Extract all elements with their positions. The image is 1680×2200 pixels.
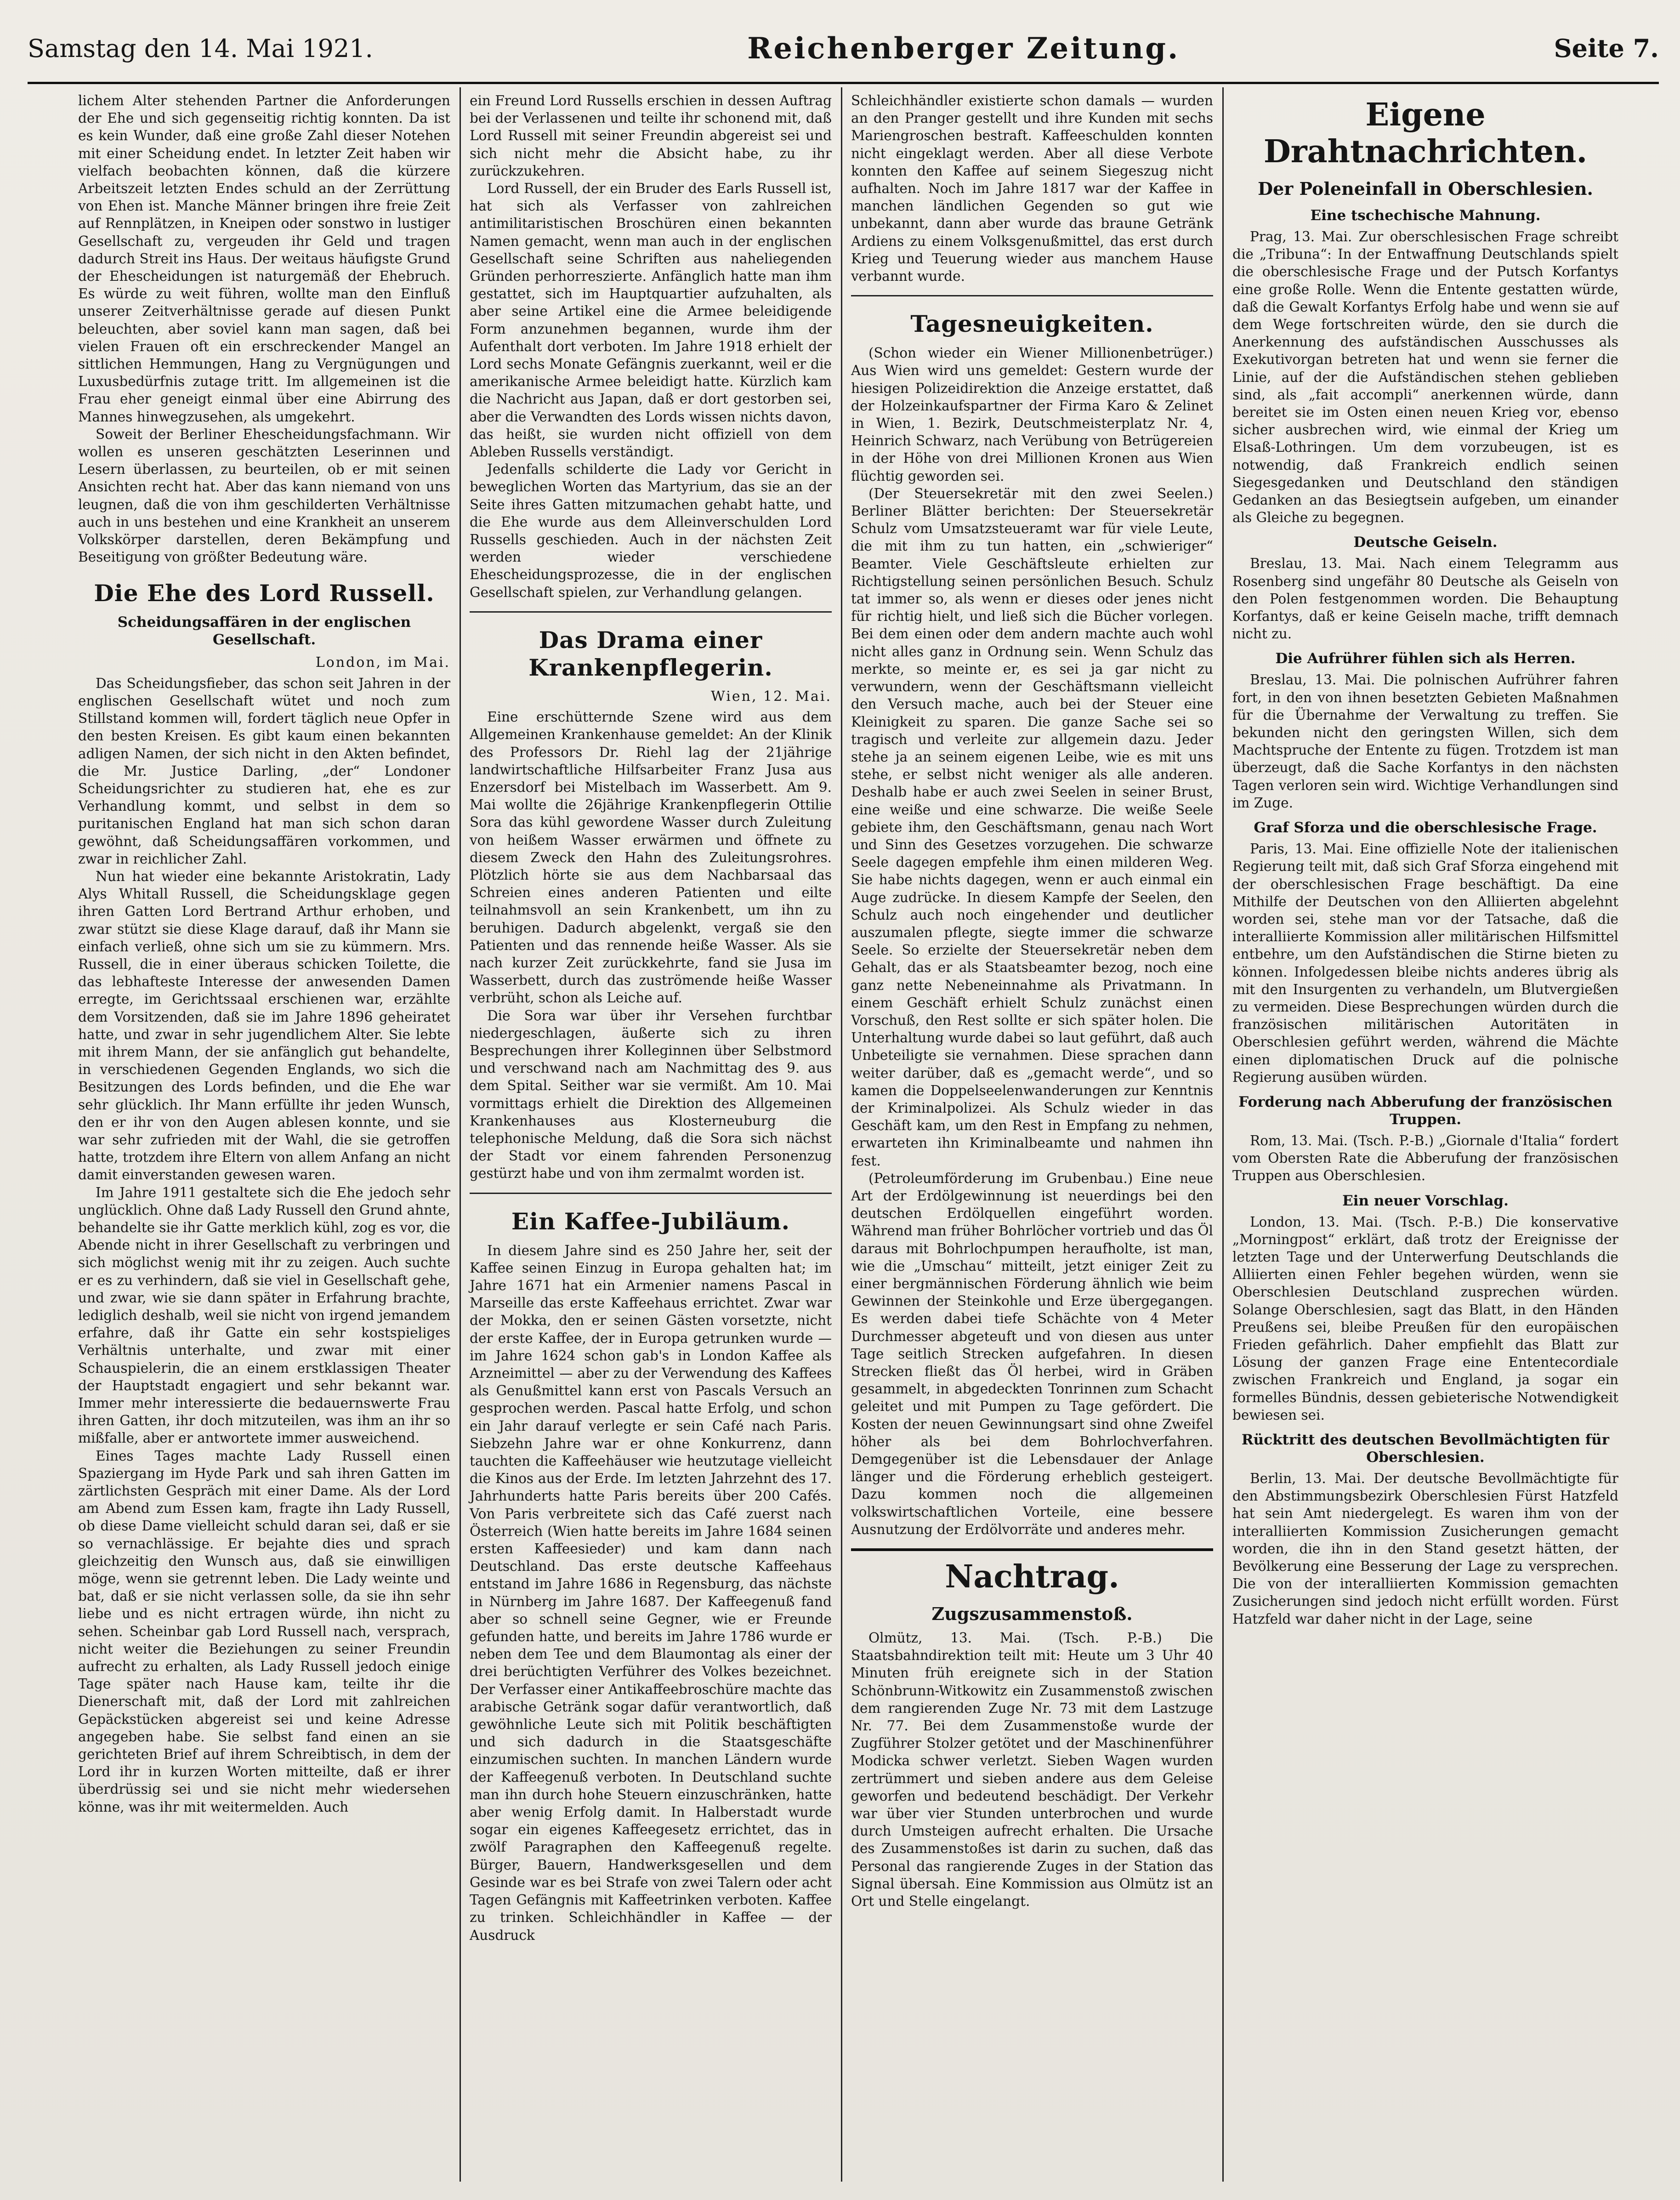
article-headline: Rücktritt des deutschen Bevollmächtigten für Oberschlesien.	[1241, 1431, 1610, 1466]
dateline: London, im Mai.	[315, 654, 450, 671]
paragraph: Paris, 13. Mai. Eine offizielle Note der italienischen Regierung teilt mit, daß sich Graf Sforza eingehend mit der oberschlesischen Frage beschäftigt. Da eine Mithilfe der Deutschen von den Alliierten abgelehnt worden sei, stehe man vor der Tatsache, daß die interalliierte Kommission aller militärischen Hilfsmittel entbehre, um den Aufständischen die Stirne bieten zu können. Infolgedessen bleibe nichts anderes übrig als mit den Insurgenten zu verhandeln, um Blutvergießen zu vermeiden. Diese Besprechungen würden durch die französischen militärischen Autoritäten in Oberschlesien geführt werden, während die Mächte einen diplomatischen Druck auf die polnische Regierung ausüben würden.	[1232, 841, 1618, 1085]
page-header	[28, 18, 1659, 78]
paragraph: Olmütz, 13. Mai. (Tsch. P.-B.) Die Staatsbahndirektion teilt mit: Heute um 3 Uhr 40 Minuten früh ereignete sich in der Station Schönbrunn-Witkowitz ein Zusammenstoß zwischen dem rangierenden Zuge Nr. 73 mit dem Lastzuge Nr. 77. Bei dem Zusammenstoße wurde der Zugführer Stolzer getötet und der Maschinenführer Modicka schwer verletzt. Sieben Wagen wurden zertrümmert und sieben andere aus dem Geleise geworfen und bedeutend beschädigt. Der Verkehr war über vier Stunden unterbrochen und wurde durch Umsteigen aufrecht erhalten. Die Ursache des Zusammenstoßes ist darin zu suchen, daß das Personal das rangierende Zuges in der Station das Signal übersah. Eine Kommission aus Olmütz ist an Ort und Stelle eingelangt.	[851, 1630, 1213, 1910]
paragraph: ein Freund Lord Russells erschien in dessen Auftrag bei der Verlassenen und teilte ihr schonend mit, daß Lord Russell mit seiner Freundin abgereist sei und sich nicht mehr die Absicht habe, zu ihr zurückzukehren.	[470, 93, 832, 179]
paragraph: Prag, 13. Mai. Zur oberschlesischen Frage schreibt die „Tribuna“: In der Entwaffnung Deutschlands spielt die oberschlesische Frage und der Putsch Korfantys eine große Rolle. Wenn die Entente gestatten würde, daß die Gewalt Korfantys Erfolg habe und wenn sie auf dem Wege fortschreiten würde, den sie durch die Anerkennung des aufständischen Ausschusses als Exekutivorgan betreten hat und wenn sie ferner die Linie, auf der die Aufständischen stehen geblieben sind, als „fait accompli“ anerkennen würde, dann bereitet sie im Osten einen neuen Krieg vor, ebenso sicher ausbrechen wird, wie einmal der Krieg um Elsaß-Lothringen. Um dem vorzubeugen, ist es notwendig, daß Frankreich endlich seinen Siegesgedanken und Deutschland den ständigen Gedanken an das Besiegtsein aufgeben, um einander als Gleiche zu begegnen.	[1232, 229, 1618, 526]
paragraph: Breslau, 13. Mai. Nach einem Telegramm aus Rosenberg sind ungefähr 80 Deutsche als Geiseln von den Polen festgenommen worden. Die Behauptung Korfantys, daß er keine Geiseln mache, trifft demnach nicht zu.	[1232, 556, 1618, 642]
paragraph: (Der Steuersekretär mit den zwei Seelen.) Berliner Blätter berichten: Der Steuersekretär Schulz vom Umsatzsteueramt war für viele Leute, die mit ihm zu tun hatten, ein „schwieriger“ Beamter. Viele Geschäftsleute erhielten zur Richtigstellung seinen persönlichen Besuch. Schulz tat immer so, als wenn er dieses oder jenes nicht für richtig hielt, und ließ sich die Bücher vorlegen. Bei dem einen oder dem andern machte auch wohl nicht alles ganz in Ordnung sein. Wenn Schulz das merkte, so meinte er, es sei ja gar nicht zu verwundern, wenn der Geschäftsmann vielleicht den Versuch mache, auch bei der Steuer eine Kleinigkeit zu sparen. Die ganze Sache sei so tragisch und verleite zur allgemein dazu. Jeder stehe ja an seinem eigenen Leibe, wie es mit uns stehe, er selbst nicht weniger als alle anderen. Deshalb habe er auch zwei Seelen in seiner Brust, eine weiße und eine schwarze. Die weiße Seele gebiete ihm, den Geschäftsmann, genau nach Wort und Sinn des Gesetzes vorzugehen. Die schwarze Seele dagegen empfehle ihm einen milderen Weg. Sie habe nichts dagegen, wenn er auch einmal ein Auge zudrücke. In diesem Kampfe der Seelen, den Schulz auch noch eingehender und deutlicher auszumalen pflegte, siegte immer die schwarze Seele. So erzielte der Steuersekretär neben dem Gehalt, das er als Staatsbeamter bezog, noch eine ganz nette Nebeneinnahme als Privatmann. In einem Geschäft erhielt Schulz zunächst einen Vorschuß, den Rest sollte er sich später holen. Die Unterhaltung wurde dabei so laut geführt, daß auch Unbeteiligte sie vernahmen. Diese sprachen dann weiter darüber, daß es „gemacht werde“, und so kamen die Doppelseelenwanderungen zur Kenntnis der Kriminalpolizei. Als Schulz wieder in das Geschäft kam, um den Rest in Empfang zu nehmen, erwarteten ihn Kriminalbeamte und nahmen ihn fest.	[851, 485, 1213, 1169]
article-headline: Zugszusammenstoß.	[931, 1603, 1133, 1625]
paragraph: Soweit der Berliner Ehescheidungsfachmann. Wir wollen es unseren geschätzten Leserinnen und Lesern überlassen, zu beurteilen, ob er mit seinen Ansichten recht hat. Aber das kann niemand von uns leugnen, daß die von ihm geschilderten Verhältnisse auch in uns bestehen und eine Krankheit an unserem Volkskörper darstellen, deren Bekämpfung und Beseitigung von größter Bedeutung wäre.	[78, 426, 450, 565]
page-number: Seite 7.	[1554, 34, 1659, 63]
section-rule	[851, 1548, 1213, 1551]
section-rule	[470, 611, 832, 613]
masthead: Reichenberger Zeitung.	[747, 31, 1180, 66]
paragraph: In diesem Jahre sind es 250 Jahre her, seit der Kaffee seinen Einzug in Europa gehalten hat; im Jahre 1671 hat ein Armenier namens Pascal in Marseille das erste Kaffeehaus errichtet. Zwar war der Mokka, den er seinen Gästen vorsetzte, nicht der erste Kaffee, der in Europa getrunken wurde — im Jahre 1624 schon gab's in London Kaffee als Arzneimittel — aber zu der Verwendung des Kaffees als Genußmittel kann erst von Pascals Versuch an gesprochen werden. Pascal hatte Erfolg, und schon ein Jahr darauf verlegte er sein Café nach Paris. Siebzehn Jahre war er ohne Konkurrenz, dann tauchten die Kaffeehäuser wie heutzutage vielleicht die Kinos aus der Erde. Im letzten Jahrzehnt des 17. Jahrhunderts hatte Paris bereits über 200 Cafés. Von Paris verbreitete sich das Café zuerst nach Österreich (Wien hatte bereits im Jahre 1684 seinen ersten Kaffeesieder) und kam dann nach Deutschland. Das erste deutsche Kaffeehaus entstand im Jahre 1686 in Regensburg, das nächste in Nürnberg im Jahre 1687. Der Kaffeegenuß fand aber so schnell seine Gegner, wie er Freunde gefunden hatte, und bereits im Jahre 1786 wurde er neben dem Tee und dem Blaumontag als einer der drei berüchtigten Verführer des Volkes bezeichnet. Der Verfasser einer Antikaffeebroschüre machte das arabische Getränk sogar dafür verantwortlich, daß gewöhnliche Leute sich mit Politik beschäftigten und sich dadurch in die Staatsgeschäfte einzumischen suchten. In manchen Ländern wurde der Kaffeegenuß verboten. In Deutschland suchte man ihn durch hohe Steuern einzuschränken, hatte aber wenig Erfolg damit. In Halberstadt wurde sogar ein eigenes Kaffeegesetz errichtet, das in zwölf Paragraphen den Kaffeegenuß regelte. Bürger, Bauern, Handwerksgesellen und dem Gesinde war es bei Strafe von zwei Talern oder acht Tagen Gefängnis mit Kaffeetrinken verboten. Kaffee zu trinken. Schleichhändler in Kaffee — der Ausdruck	[470, 1242, 832, 1943]
paragraph: Die Sora war über ihr Versehen furchtbar niedergeschlagen, äußerte sich zu ihren Besprechungen ihrer Kolleginnen über Selbstmord und verschwand nach am Nachmittag des 9. aus dem Spital. Seither war sie vermißt. Am 10. Mai vormittags erhielt die Direktion des Allgemeinen Krankenhauses aus Klosterneuburg die telephonische Meldung, daß die Sora sich nächst der Stadt vor einem fahrenden Personenzug gestürzt habe und von ihm zermalmt worden ist.	[470, 1007, 832, 1182]
section-headline: Nachtrag.	[945, 1558, 1119, 1596]
section-headline: Tagesneuigkeiten.	[910, 310, 1154, 338]
paragraph: Rom, 13. Mai. (Tsch. P.-B.) „Giornale d'Italia“ fordert vom Obersten Rate die Abberufung der französischen Truppen aus Oberschlesien.	[1232, 1132, 1618, 1184]
paragraph: Nun hat wieder eine bekannte Aristokratin, Lady Alys Whitall Russell, die Scheidungsklage gegen ihren Gatten Lord Bertrand Arthur erhoben, und zwar stützt sie diese Klage darauf, daß ihr Mann sie einfach verließ, ohne sich um sie zu kümmern. Mrs. Russell, die in einer überaus schicken Toilette, die das lebhafteste Interesse der anwesenden Damen erregte, im Gerichtssaal erschienen war, erzählte dem Vorsitzenden, daß sie im Jahre 1896 geheiratet hatte, und zwar in sehr jugendlichem Alter. Sie lebte mit ihrem Mann, der sie anfänglich gut behandelte, in verschiedenen Gegenden Englands, wo sich die Besitzungen des Lords befinden, und die Ehe war sehr glücklich. Ihr Mann erfüllte ihr jeden Wunsch, den er ihr von den Augen ablesen konnte, und sie war sehr zufrieden mit der Wahl, die sie getroffen hatte, trotzdem ihre Eltern von allem Anfang an nicht damit einverstanden gewesen waren.	[78, 868, 450, 1183]
section-rule	[470, 1193, 832, 1194]
column-2	[460, 92, 841, 2182]
paragraph: Eine erschütternde Szene wird aus dem Allgemeinen Krankenhause gemeldet: An der Klinik des Professors Dr. Riehl lag der 21jährige landwirtschaftliche Hilfsarbeiter Franz Jusa aus Enzersdorf bei Mistelbach im Wasserbett. Am 9. Mai wollte die 26jährige Krankenpflegerin Ottilie Sora das kühl gewordene Wasser durch Zuleitung von heißem Wasser erwärmen und öffnete zu diesem Zweck den Hahn des Zuleitungsrohres. Plötzlich hörte sie aus dem Nachbarsaal das Schreien eines anderen Patienten und eilte teilnahmsvoll an sein Krankenbett, um ihn zu beruhigen. Dadurch abgelenkt, vergaß sie den Patienten und das rennende heiße Wasser. Als sie nach kurzer Zeit zurückkehrte, fand sie Jusa im Wasserbett, durch das zuströmende heiße Wasser verbrüht, schon als Leiche auf.	[470, 709, 832, 1006]
paragraph: Eines Tages machte Lady Russell einen Spaziergang im Hyde Park und sah ihren Gatten im zärtlichsten Gespräch mit einer Dame. Als der Lord am Abend zum Essen kam, fragte ihn Lady Russell, ob diese Dame vielleicht schuld daran sei, daß er sie so vernachlässige. Er bejahte dies und sprach gleichzeitig den Wunsch aus, daß sie einwilligen möge, wenn sie getrennt leben. Die Lady weinte und bat, daß er sie nicht verlassen solle, da sie ihn sehr liebe und es nicht ertragen würde, ihn nicht zu sehen. Scheinbar gab Lord Russell nach, versprach, nicht weiter die Beziehungen zu seiner Freundin aufrecht zu erhalten, als Lady Russell jedoch einige Tage später nach Hause kam, teilte ihr die Dienerschaft mit, daß der Lord mit zahlreichen Gepäckstücken abgereist sei und keine Adresse angegeben habe. Sie selbst fand einen an sie gerichteten Brief auf ihrem Schreibtisch, in dem der Lord ihr in kurzen Worten mitteilte, daß er ihrer überdrüssig sei und sie nicht mehr wiedersehen könne, was ihr mit weitermelden. Auch	[78, 1448, 450, 1815]
column-3	[842, 92, 1222, 2182]
article-headline: Das Drama einer Krankenpflegerin.	[528, 626, 773, 681]
paragraph: (Petroleumförderung im Grubenbau.) Eine neue Art der Erdölgewinnung ist neuerdings bei den deutschen Erdölquellen eingeführt worden. Während man früher Bohrlöcher vortrieb und das Öl daraus mit Bohrlochpumpen heraufholte, ist man, wie die „Umschau“ mitteilt, jetzt einiger Zeit zu einer bergmännischen Förderung ähnlich wie beim Gewinnen der Steinkohle und Erze übergegangen. Es werden dabei tiefe Schächte von 4 Meter Durchmesser abgeteuft und von diesen aus unter Tage seitlich Strecken aufgefahren. In diesen Strecken fließt das Öl herbei, wird in Gräben gesammelt, in abgedeckten Tonrinnen zum Schacht geleitet und mit Pumpen zu Tage gefördert. Die Kosten der neuen Gewinnungsart sind ohne Zweifel höher als bei dem Bohrlochverfahren. Demgegenüber ist die Lebensdauer der Anlage länger und die Förderung erheblich gesteigert. Dazu kommen noch die allgemeinen volkswirtschaftlichen Vorteile, eine bessere Ausnutzung der Erdölvorräte und anderes mehr.	[851, 1170, 1213, 1537]
paragraph: (Schon wieder ein Wiener Millionenbetrüger.) Aus Wien wird uns gemeldet: Gestern wurde der hiesigen Polizeidirektion die Anzeige erstattet, daß der Holzeinkaufspartner der Firma Karo & Zelinet in Wien, 1. Bezirk, Deutschmeisterplatz Nr. 4, Heinrich Schwarz, nach Verübung von Betrügereien in der Höhe von drei Millionen Kronen aus Wien flüchtig geworden sei.	[851, 345, 1213, 484]
paragraph: Im Jahre 1911 gestaltete sich die Ehe jedoch sehr unglücklich. Ohne daß Lady Russell den Grund ahnte, behandelte sie ihr Gatte merklich kühl, zog es vor, die Abende nicht in ihrer Gesellschaft zu verbringen und sich möglichst wenig mit ihr zu zeigen. Auch suchte er es zu verhindern, daß sie viel in Gesellschaft gehe, und zwar, wie sie dann später in Erfahrung brachte, lediglich deshalb, weil sie nicht von irgend jemandem erfahre, daß ihr Gatte ein sehr kostspieliges Verhältnis unterhalte, und zwar mit einer Schauspielerin, die an einem erstklassigen Theater der Hauptstadt engagiert und sehr bekannt war. Immer mehr interessierte die bedauernswerte Frau ihren Gatten, ihr doch mitzuteilen, was ihm an ihr so mißfalle, aber er antwortete immer ausweichend.	[78, 1184, 451, 1446]
article-headline: Ein Kaffee-Jubiläum.	[511, 1207, 790, 1235]
article-subheadline: Scheidungsaffären in der englischen Gesellschaft.	[117, 614, 411, 648]
section-headline: Eigene Drahtnachrichten.	[1263, 97, 1588, 170]
article-headline: Deutsche Geiseln.	[1353, 534, 1498, 551]
article-subheadline: Eine tschechische Mahnung.	[1310, 207, 1541, 224]
header-rule	[28, 82, 1659, 84]
column-4	[1223, 92, 1628, 2182]
paragraph: Jedenfalls schilderte die Lady vor Gericht in beweglichen Worten das Martyrium, das sie an der Seite ihres Gatten mitzumachen gehabt hatte, und die Ehe wurde aus dem Alleinverschulden Lord Russells geschieden. Auch in der nächsten Zeit werden wieder verschiedene Ehescheidungsprozesse, die in der englischen Gesellschaft spielen, zur Verhandlung gelangen.	[470, 461, 832, 600]
paragraph: Schleichhändler existierte schon damals — wurden an den Pranger gestellt und ihre Kunden mit sechs Mariengroschen bestraft. Kaffeeschulden konnten nicht eingeklagt werden. Aber all diese Verbote konnten den Kaffee auf seinem Siegeszug nicht aufhalten. Noch im Jahre 1817 war der Kaffee in manchen ländlichen Gegenden so gut wie unbekannt, dann aber wurde das braune Getränk Ardiens zu einem Volksgenußmittel, das erst durch Krieg und Teuerung wieder aus manchem Hause verbannt wurde.	[851, 93, 1213, 284]
article-headline: Die Ehe des Lord Russell.	[94, 580, 435, 607]
paragraph: Breslau, 13. Mai. Die polnischen Aufrührer fahren fort, in den von ihnen besetzten Gebieten Maßnahmen für die Übernahme der Verwaltung zu treffen. Sie bekunden nicht den geringsten Willen, sich dem Machtspruche der Entente zu fügen. Trotzdem ist man überzeugt, daß die Sache Korfantys in den nächsten Tagen verloren sein wird. Wichtige Verhandlungen sind im Zuge.	[1232, 672, 1618, 811]
column-1	[69, 92, 460, 2182]
article-headline: Ein neuer Vorschlag.	[1342, 1192, 1509, 1209]
header-date: Samstag den 14. Mai 1921.	[28, 34, 373, 63]
dateline: Wien, 12. Mai.	[710, 688, 832, 705]
article-headline: Forderung nach Abberufung der französischen Truppen.	[1238, 1093, 1612, 1128]
section-rule	[851, 295, 1213, 296]
article-headline: Der Poleneinfall in Oberschlesien.	[1258, 178, 1593, 199]
article-headline: Die Aufrührer fühlen sich als Herren.	[1275, 650, 1576, 667]
paragraph: London, 13. Mai. (Tsch. P.-B.) Die konservative „Morningpost“ erklärt, daß trotz der Ereignisse der letzten Tage und der Unterwerfung Deutschlands die Alliierten einen Fehler begehen würden, wenn sie Oberschlesien Deutschland zusprechen würden. Solange Oberschlesien, sagt das Blatt, in den Händen Preußens sei, bleibe Preußen für den europäischen Frieden gefährlich. Daher empfiehlt das Blatt zur Lösung der ganzen Frage eine Ententecordiale zwischen Frankreich und England, ja sogar ein formelles Bündnis, dessen gebieterische Notwendigkeit bewiesen sei.	[1232, 1214, 1618, 1423]
paragraph: Berlin, 13. Mai. Der deutsche Bevollmächtigte für den Abstimmungsbezirk Oberschlesien Fürst Hatzfeld hat sein Amt niedergelegt. Es waren ihm von der interalliierten Kommission Zusicherungen gemacht worden, die ihn in den Stand gesetzt hätten, der Bevölkerung eine Besserung der Lage zu versprechen. Die von der interalliierten Kommission gemachten Zusicherungen sind jedoch nicht erfüllt worden. Fürst Hatzfeld war daher nicht in der Lage, seine	[1232, 1470, 1618, 1627]
paragraph: Lord Russell, der ein Bruder des Earls Russell ist, hat sich als Verfasser von zahlreichen antimilitaristischen Broschüren einen bekannten Namen gemacht, wenn man auch in der englischen Gesellschaft seine Schriften aus naheliegenden Gründen perhorreszierte. Anfänglich hatte man ihm gestattet, sich im Hauptquartier aufzuhalten, als aber seine Artikel eine die Armee beleidigende Form anzunehmen begannen, wurde ihm der Aufenthalt dort verboten. Im Jahre 1918 erhielt der Lord sechs Monate Gefängnis zuerkannt, weil er die amerikanische Armee beleidigt hatte. Kürzlich kam die Nachricht aus Japan, daß er dort gestorben sei, aber die Verwandten des Lords wissen nichts davon, das heißt, sie wurden nicht offiziell von dem Ableben Russells verständigt.	[470, 181, 832, 460]
paragraph: lichem Alter stehenden Partner die Anforderungen der Ehe und sich gegenseitig richtig konnten. Da ist es kein Wunder, daß eine große Zahl dieser Notehen mit einer Scheidung endet. In letzter Zeit haben wir vielfach beobachten können, daß die kürzere Arbeitszeit letzten Endes schuld an der Zerrüttung von Ehen ist. Manche Männer bringen ihre freie Zeit auf Rennplätzen, in Kneipen oder sonstwo in lustiger Gesellschaft zu, vergeuden ihr Geld und tragen dadurch Streit ins Haus. Der weitaus häufigste Grund der Ehescheidungen ist naturgemäß der Ehebruch. Es würde zu weit führen, wollte man den Einfluß unserer Zeitverhältnisse gerade auf diesen Punkt beleuchten, aber soviel kann man sagen, daß bei vielen Frauen oft ein erschreckender Mangel an sittlichen Hemmungen, Hang zu Vergnügungen und Luxusbedürfnis zutage tritt. Im allgemeinen ist die Frau eher geneigt einmal über eine Abirrung des Mannes hinwegzusehen, als umgekehrt.	[78, 93, 450, 425]
paragraph: Das Scheidungsfieber, das schon seit Jahren in der englischen Gesellschaft wütet und noch zum Stillstand kommen will, fordert täglich neue Opfer in den besten Kreisen. Es gibt kaum einen bekannten adligen Namen, der sich nicht in den Akten befindet, die Mr. Justice Darling, „der“ Londoner Scheidungsrichter zu studieren hat, ehe es zur Verhandlung kommt, und selbst in dem so puritanischen England hat man sich schon daran gewöhnt, daß Scheidungsaffären vorkommen, und zwar in reichlicher Zahl.	[78, 675, 450, 867]
article-headline: Graf Sforza und die oberschlesische Frage.	[1254, 819, 1597, 836]
